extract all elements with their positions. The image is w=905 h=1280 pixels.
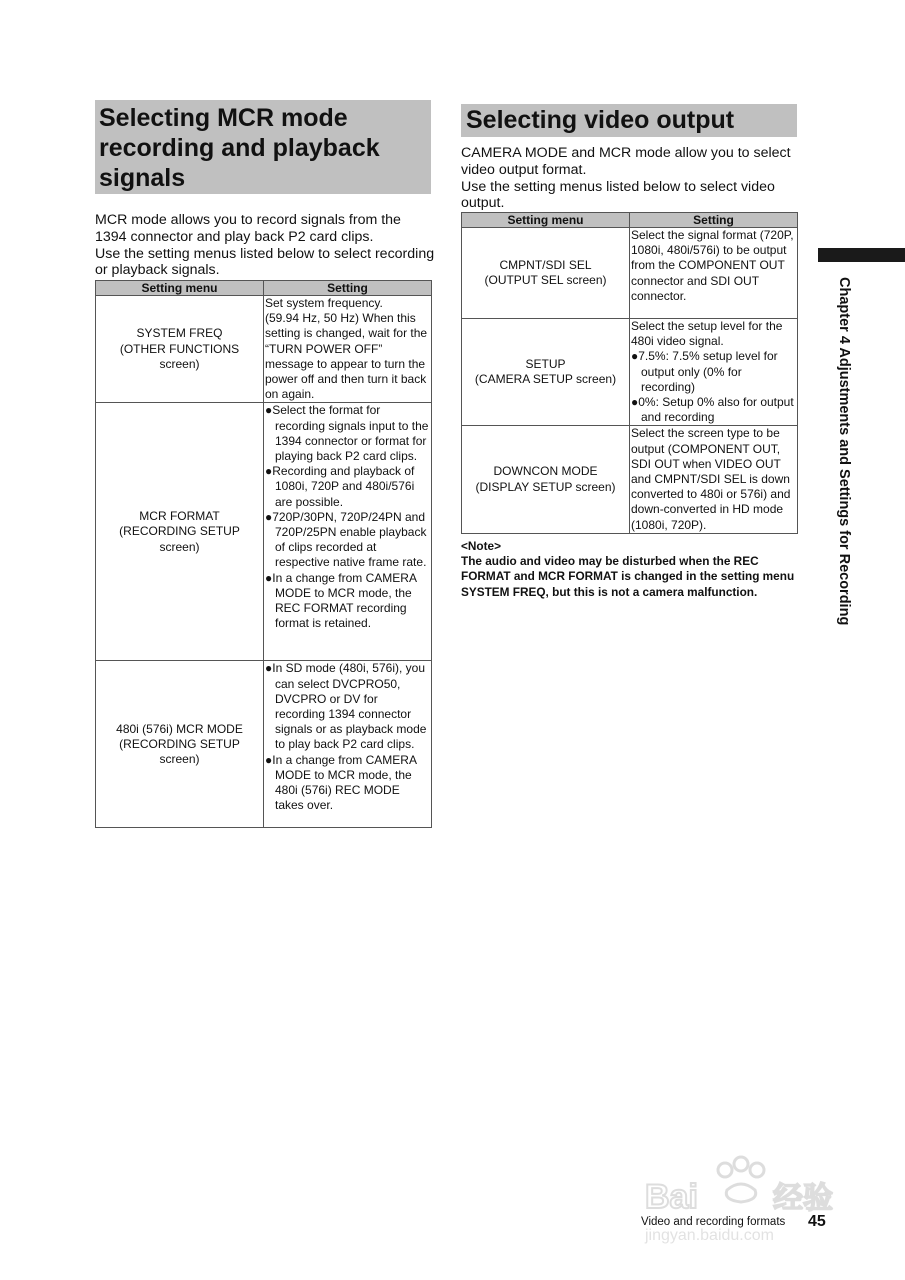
setting-cell <box>264 403 432 661</box>
video-output-intro <box>461 145 806 212</box>
menu-screen: (DISPLAY SETUP screen) <box>475 479 616 494</box>
mcr-settings-table <box>95 280 432 828</box>
table-row <box>462 319 798 426</box>
column-header-setting: Setting <box>264 281 432 296</box>
note-text: The audio and video may be disturbed when the REC FORMAT and MCR FORMAT is changed in the setting menu SYSTEM FREQ, but this is not a camera malfunction. <box>461 554 795 599</box>
setting-bullet: ●720P/30PN, 720P/24PN and 720P/25PN enable playback of clips recorded at respective native frame rate. <box>265 509 427 570</box>
setting-bullet: ●In a change from CAMERA MODE to MCR mode, the REC FORMAT recording format is retained. <box>265 570 417 631</box>
menu-screen: (CAMERA SETUP screen) <box>474 372 617 387</box>
setting-bullet: ●7.5%: 7.5% setup level for output only (0% for recording) <box>631 349 778 394</box>
setting-cell <box>630 426 798 533</box>
mcr-intro-paragraph: Use the setting menus listed below to select recording or playback signals. <box>95 245 435 279</box>
table-row <box>462 426 798 533</box>
column-header-menu: Setting menu <box>96 281 264 296</box>
setting-bullet: ●Select the format for recording signals input to the 1394 connector or format for playing back P2 card clips. <box>265 403 429 464</box>
table-row <box>96 296 432 403</box>
menu-name: MCR FORMAT <box>139 509 220 524</box>
setting-bullet: ●0%: Setup 0% also for output and recording <box>631 395 794 425</box>
table-row <box>96 661 432 828</box>
setting-bullet: ●In a change from CAMERA MODE to MCR mode, the 480i (576i) REC MODE takes over. <box>265 752 417 813</box>
note-block <box>461 539 806 600</box>
menu-cell <box>462 228 630 319</box>
setting-cell <box>630 319 798 426</box>
note-label: <Note> <box>461 539 501 553</box>
setting-text: (59.94 Hz, 50 Hz) When this setting is changed, wait for the “TURN POWER OFF” message to appear to turn the power off and then turn it back on again. <box>265 311 428 402</box>
mcr-intro-paragraph: MCR mode allows you to record signals from the 1394 connector and play back P2 card clips. <box>95 212 401 245</box>
menu-cell <box>462 319 630 426</box>
menu-cell <box>462 426 630 533</box>
setting-text: Select the setup level for the 480i video signal. <box>631 319 783 349</box>
menu-screen: (OUTPUT SEL screen) <box>484 273 607 287</box>
video-output-table <box>461 212 798 534</box>
menu-name: SETUP <box>525 357 566 371</box>
table-row <box>96 403 432 661</box>
svg-text:Bai: Bai <box>645 1178 698 1216</box>
page-footer-text: Video and recording formats <box>641 1216 786 1228</box>
baidu-watermark <box>643 1150 853 1260</box>
page-number: 45 <box>808 1213 826 1230</box>
menu-screen: (RECORDING SETUP <box>119 736 240 751</box>
setting-text: Select the screen type to be output (COMPONENT OUT, SDI OUT when VIDEO OUT and CMPNT/SDI SEL is down converted to 480i or 576i) and down-converted in HD mode (1080i, 720P). <box>631 426 791 532</box>
video-output-heading: Selecting video output <box>461 104 797 137</box>
video-intro-paragraph: Use the setting menus listed below to select video output. <box>461 178 775 212</box>
table-header-row <box>96 281 432 296</box>
setting-cell <box>630 228 798 319</box>
menu-screen: screen) <box>159 539 200 554</box>
menu-name: DOWNCON MODE <box>493 464 598 479</box>
setting-bullet: ●Recording and playback of 1080i, 720P and 480i/576i are possible. <box>265 464 415 509</box>
menu-screen: (OTHER FUNCTIONS <box>119 341 240 356</box>
menu-name: CMPNT/SDI SEL <box>499 257 592 272</box>
svg-text:经验: 经验 <box>773 1181 833 1216</box>
mcr-section-heading: Selecting MCR mode recording and playback signals <box>95 100 431 194</box>
mcr-intro <box>95 212 435 279</box>
setting-cell <box>264 296 432 403</box>
table-header-row <box>462 213 798 228</box>
setting-text: Set system frequency. <box>265 296 383 310</box>
menu-name: SYSTEM FREQ <box>136 326 223 341</box>
svg-text:jingyan.baidu.com: jingyan.baidu.com <box>645 1227 774 1244</box>
menu-cell <box>96 296 264 403</box>
chapter-side-title: Chapter 4 Adjustments and Settings for Recording <box>836 277 852 626</box>
column-header-setting: Setting <box>630 213 798 228</box>
table-row <box>462 228 798 319</box>
video-intro-paragraph: CAMERA MODE and MCR mode allow you to select video output format. <box>461 145 791 178</box>
menu-name: 480i (576i) MCR MODE <box>116 721 243 736</box>
menu-cell <box>96 661 264 828</box>
setting-bullet: ●In SD mode (480i, 576i), you can select DVCPRO50, DVCPRO or DV for recording 1394 connector signals or as playback mode to play back P2 card clips. <box>265 661 427 752</box>
setting-cell <box>264 661 432 828</box>
menu-screen: screen) <box>159 356 200 371</box>
column-header-menu: Setting menu <box>462 213 630 228</box>
chapter-tab-marker <box>818 248 905 262</box>
menu-cell <box>96 403 264 661</box>
menu-screen: screen) <box>159 752 200 767</box>
menu-screen: (RECORDING SETUP <box>119 524 240 539</box>
setting-text: Select the signal format (720P, 1080i, 480i/576i) to be output from the COMPONENT OUT connector and SDI OUT connector. <box>631 228 794 303</box>
